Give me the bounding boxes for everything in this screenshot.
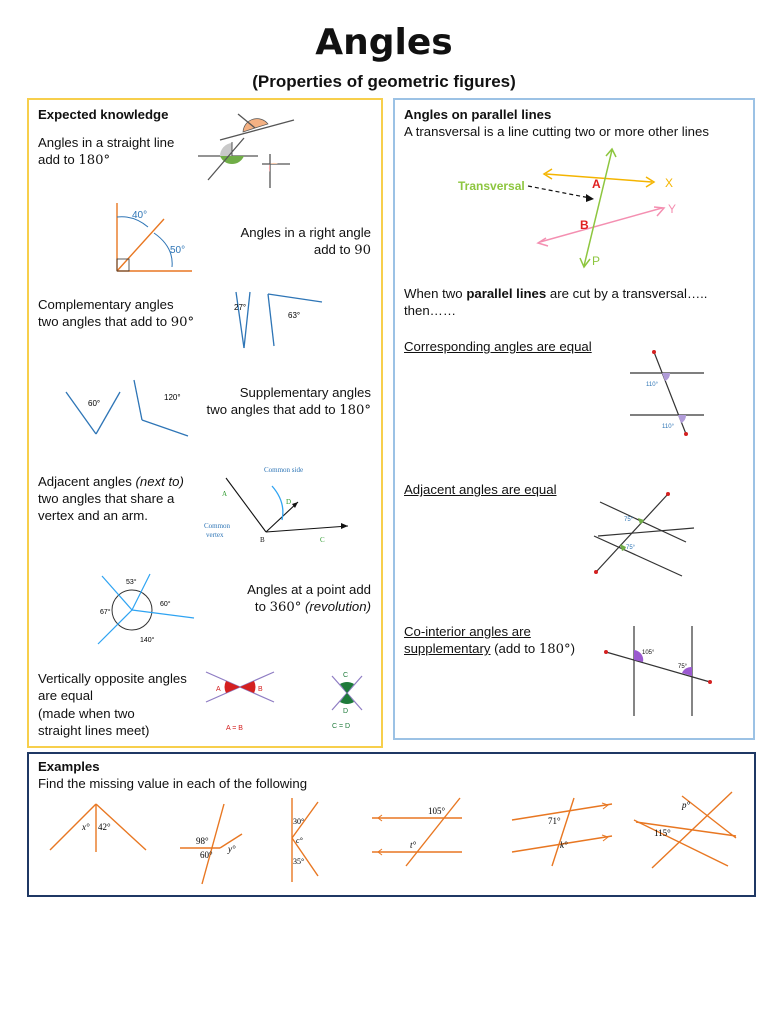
parallel-lines-heading: Angles on parallel lines: [404, 107, 552, 122]
example-2-98: 98°: [196, 836, 209, 846]
point-text-2: to 360° (revolution): [254, 599, 371, 615]
right-angle-text-1: Angles in a right angle: [240, 225, 371, 240]
straight-line-text-2: add to 180°: [38, 152, 111, 168]
examples-heading: Examples: [38, 759, 100, 774]
point-label-140: 140°: [140, 637, 155, 644]
adjacent-point-a: A: [222, 490, 228, 498]
common-vertex-label-2: vertex: [206, 531, 224, 539]
vertical-label-cd: C = D: [332, 723, 351, 730]
complementary-label-27: 27°: [234, 303, 247, 312]
example-6-p: p°: [682, 800, 691, 810]
example-2-diagram: [178, 800, 250, 888]
corresponding-label-1: 110°: [646, 382, 658, 388]
co-interior-text-1: Co-interior angles are: [404, 624, 531, 639]
adjacent-point-c: C: [320, 536, 325, 544]
corresponding-angles-diagram: [628, 348, 708, 438]
straight-line-text-1: Angles in a straight line: [38, 135, 175, 150]
adjacent-text-1: Adjacent angles (next to): [38, 474, 184, 489]
line-x-label: X: [665, 176, 674, 190]
adjacent-text-3: vertex and an arm.: [38, 508, 148, 523]
adjacent-parallel-text: Adjacent angles are equal: [404, 482, 557, 497]
vertical-text-1: Vertically opposite angles: [38, 671, 187, 686]
expected-knowledge-heading: Expected knowledge: [38, 107, 169, 122]
example-4-105: 105°: [428, 806, 446, 816]
point-text-1: Angles at a point add: [247, 582, 371, 597]
line-p-label: P: [592, 254, 601, 268]
adjacent-point-b: B: [260, 536, 265, 544]
right-angle-label-50: 50°: [170, 245, 186, 256]
vertical-label-c: C: [343, 672, 349, 679]
adjacent-text-2: two angles that share a: [38, 491, 175, 506]
when-parallel-text-2: then……: [404, 303, 457, 318]
line-y-label: Y: [668, 202, 677, 216]
vertical-text-4: straight lines meet): [38, 723, 150, 738]
vertical-text-2: are equal: [38, 688, 93, 703]
vertical-label-ab: A = B: [226, 725, 243, 732]
vertical-label-a: A: [216, 686, 221, 693]
adjacent-parallel-label-1: 75°: [624, 517, 634, 523]
when-parallel-text-1: When two parallel lines are cut by a transversal…..: [404, 286, 708, 301]
adjacent-parallel-diagram: [590, 490, 700, 580]
supplementary-text-1: Supplementary angles: [239, 385, 371, 400]
example-4-diagram: [368, 796, 472, 868]
complementary-label-63: 63°: [288, 311, 301, 320]
example-5-diagram: [508, 796, 618, 868]
transversal-label: Transversal: [458, 179, 525, 193]
example-1-42: 42°: [98, 822, 111, 832]
complementary-text-2: two angles that add to 90°: [38, 314, 195, 330]
right-angle-text-2: add to 90: [313, 242, 371, 258]
right-angle-diagram: [112, 203, 202, 275]
example-1-diagram: [46, 800, 150, 856]
example-3-30: 30°: [293, 817, 305, 826]
straight-line-diagram: [198, 112, 298, 192]
example-6-diagram: [632, 790, 742, 870]
adjacent-angles-diagram: [200, 462, 360, 548]
right-angle-label-40: 40°: [132, 210, 148, 221]
supplementary-label-120: 120°: [164, 393, 181, 402]
common-side-label: Common side: [264, 466, 304, 474]
point-label-53: 53°: [126, 579, 137, 586]
example-3-35: 35°: [293, 857, 305, 866]
supplementary-text-2: two angles that add to 180°: [206, 402, 371, 418]
adjacent-point-d: D: [286, 498, 292, 506]
example-5-71: 71°: [548, 816, 561, 826]
co-interior-label-75: 75°: [678, 664, 688, 670]
page-title: Angles: [315, 22, 453, 63]
example-3-diagram: [284, 796, 330, 886]
example-3-c: c°: [296, 836, 303, 845]
example-2-y: y°: [228, 844, 236, 854]
vertically-opposite-diagram-ab: [204, 668, 276, 732]
supplementary-label-60: 60°: [88, 399, 101, 408]
point-b-label: B: [580, 218, 589, 232]
example-5-k: k°: [560, 840, 568, 850]
point-label-60: 60°: [160, 601, 171, 608]
vertical-label-b: B: [258, 686, 263, 693]
complementary-text-1: Complementary angles: [38, 297, 174, 312]
example-6-115: 115°: [654, 828, 671, 838]
corresponding-angles-text: Corresponding angles are equal: [404, 339, 592, 354]
vertically-opposite-diagram-cd: [326, 668, 370, 732]
example-2-60: 60°: [200, 850, 213, 860]
transversal-intro: A transversal is a line cutting two or more other lines: [404, 124, 709, 139]
vertical-label-d: D: [343, 708, 349, 715]
examples-instruction: Find the missing value in each of the following: [38, 776, 308, 791]
point-label-67: 67°: [100, 609, 111, 616]
corresponding-label-2: 110°: [662, 424, 674, 430]
vertical-text-3: (made when two: [38, 706, 135, 721]
co-interior-diagram: [598, 624, 718, 718]
point-a-label: A: [592, 177, 601, 191]
common-vertex-label-1: Common: [204, 522, 231, 530]
co-interior-text-2: supplementary (add to 180°): [404, 641, 576, 657]
example-1-x: x°: [82, 822, 90, 832]
co-interior-label-105: 105°: [642, 650, 655, 656]
page-subtitle: (Properties of geometric figures): [252, 72, 516, 91]
transversal-diagram: [456, 146, 686, 268]
adjacent-parallel-label-2: 75°: [626, 545, 636, 551]
example-4-t: t°: [410, 840, 417, 850]
complementary-diagram: [222, 288, 326, 352]
